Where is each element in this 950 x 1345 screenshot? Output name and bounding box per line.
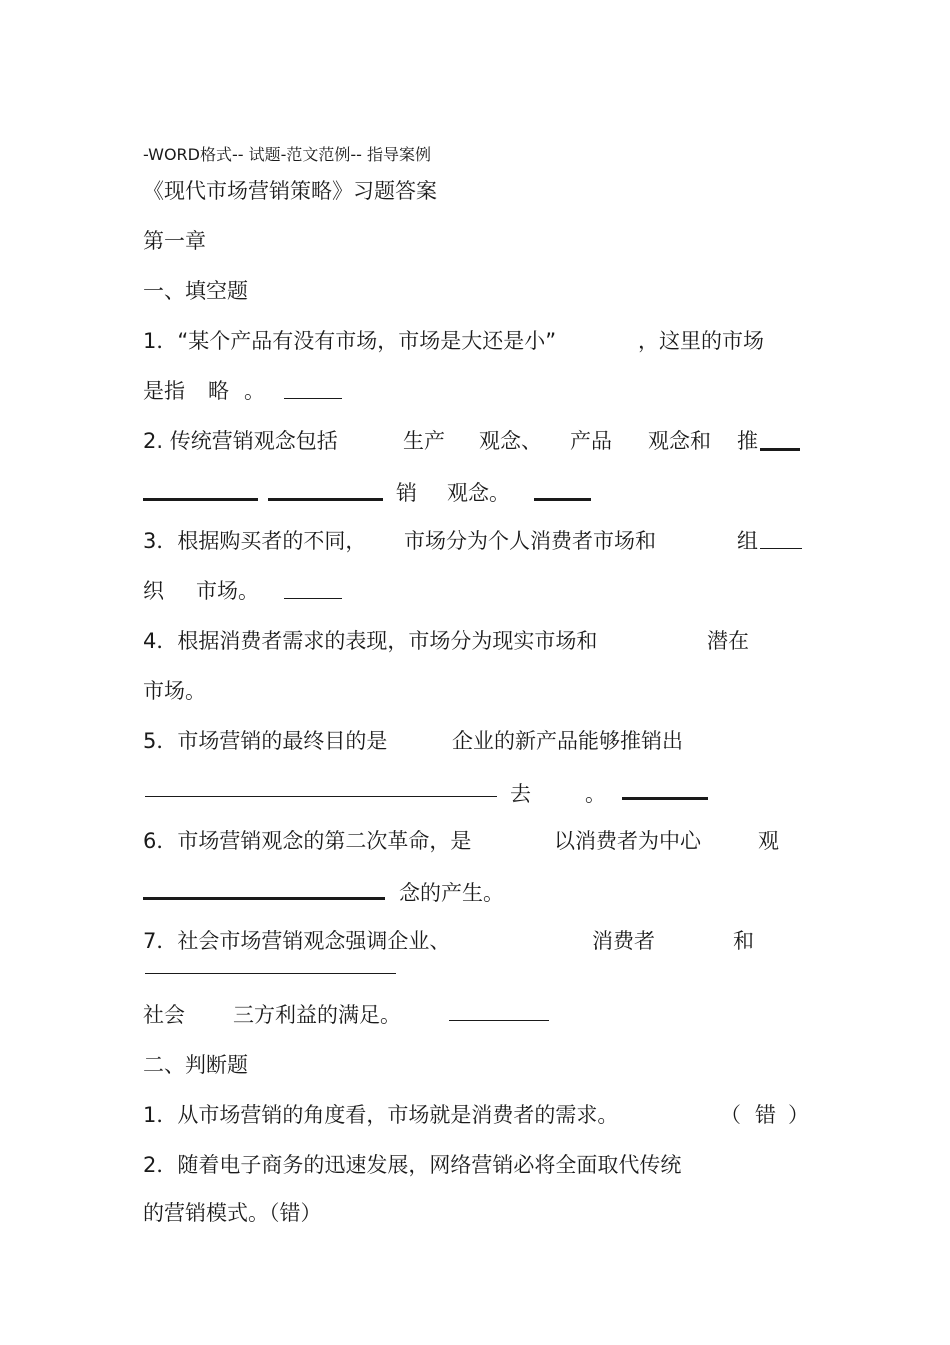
q1-text-tail: ，这里的市场	[638, 329, 764, 353]
q6-word-1: 观	[758, 829, 779, 853]
q2-answer-3b: 销	[396, 481, 417, 505]
q7-word-1: 和	[733, 929, 754, 953]
q1-answer: 略	[208, 379, 229, 403]
j2-text-line2: 的营销模式。（错）	[143, 1201, 322, 1225]
q3-end: 市场。	[196, 579, 259, 603]
j1-open-paren: （	[720, 1103, 741, 1127]
q2-word-1: 观念、	[479, 429, 542, 453]
q2-answer-2: 产品	[570, 429, 612, 453]
q1-text-line2: 是指	[143, 379, 185, 403]
q1-text: 1．“某个产品有没有市场，市场是大还是小”	[143, 329, 557, 353]
q2-blank-line-2	[143, 498, 258, 501]
q7-blank-line-1	[145, 973, 396, 974]
q2-blank-line-1	[760, 448, 800, 451]
q2-word-3: 观念。	[447, 481, 510, 505]
q2-blank-line-4	[534, 498, 591, 501]
q5-text: 5．市场营销的最终目的是	[143, 729, 388, 753]
j1-answer: 错	[755, 1103, 776, 1127]
q3-blank-line-1	[760, 548, 802, 549]
q3-answer-1: 组	[737, 529, 758, 553]
document-title: 《现代市场营销策略》习题答案	[143, 179, 437, 203]
q7-blank-line-2	[449, 1020, 549, 1021]
q3-blank-line-2	[284, 598, 342, 599]
j1-close-paren: ）	[788, 1103, 809, 1127]
chapter-heading: 第一章	[143, 229, 206, 253]
q7-end: 三方利益的满足。	[233, 1003, 401, 1027]
q2-text: 2. 传统营销观念包括	[143, 429, 338, 453]
q3-text-mid: 市场分为个人消费者市场和	[404, 529, 656, 553]
q4-answer: 潜在	[707, 629, 749, 653]
q1-end: 。	[244, 379, 265, 403]
q7-answer-2: 社会	[143, 1003, 185, 1027]
section-heading-fill-blank: 一、填空题	[143, 279, 248, 303]
j2-text-line1: 2．随着电子商务的迅速发展，网络营销必将全面取代传统	[143, 1153, 682, 1177]
q5-blank-line-1	[145, 796, 497, 797]
q5-answer-2: 去	[510, 782, 531, 806]
q7-answer-1: 消费者	[592, 929, 655, 953]
q3-text: 3．根据购买者的不同，	[143, 529, 367, 553]
j1-text: 1．从市场营销的角度看，市场就是消费者的需求。	[143, 1103, 619, 1127]
q2-blank-line-3	[268, 498, 383, 501]
q2-answer-1: 生产	[403, 429, 445, 453]
q7-text: 7．社会市场营销观念强调企业、	[143, 929, 451, 953]
q2-word-2: 观念和	[648, 429, 711, 453]
q5-blank-line-2	[622, 797, 708, 800]
q5-end: 。	[585, 782, 606, 806]
q6-text: 6．市场营销观念的第二次革命，是	[143, 829, 472, 853]
page-header: -WORD格式-- 试题-范文范例-- 指导案例	[143, 145, 432, 164]
q1-blank-line	[284, 398, 342, 399]
q3-answer-2: 织	[143, 579, 164, 603]
q6-answer: 以消费者为中心	[554, 829, 701, 853]
q4-end: 市场。	[143, 679, 206, 703]
q2-answer-3a: 推	[737, 429, 758, 453]
q5-answer: 企业的新产品能够推销出	[452, 729, 683, 753]
q6-word-2: 念的产生。	[399, 881, 504, 905]
q6-blank-line	[143, 897, 385, 900]
q4-text: 4．根据消费者需求的表现，市场分为现实市场和	[143, 629, 598, 653]
section-heading-true-false: 二、判断题	[143, 1053, 248, 1077]
